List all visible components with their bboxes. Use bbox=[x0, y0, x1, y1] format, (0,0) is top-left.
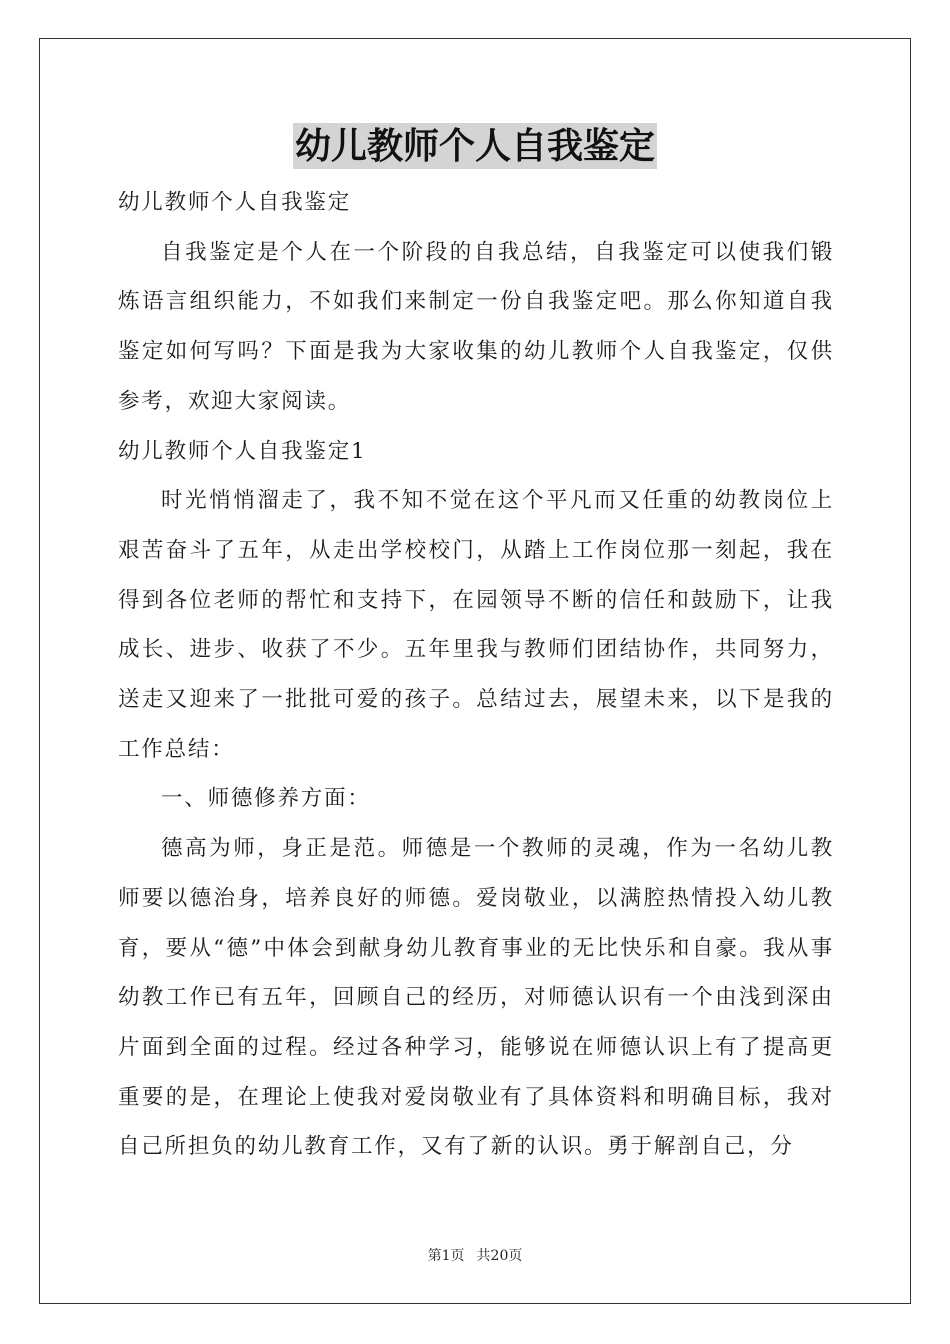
document-subtitle: 幼儿教师个人自我鉴定 bbox=[118, 190, 352, 215]
page-number: 第1页 bbox=[427, 1248, 465, 1264]
title-wrap bbox=[0, 123, 950, 169]
section-heading-1: 幼儿教师个人自我鉴定1 bbox=[118, 438, 367, 464]
body-paragraph: 时光悄悄溜走了，我不知不觉在这个平凡而又任重的幼教岗位上艰苦奋斗了五年，从走出学校校门，从踏上工作岗位那一刻起，我在得到各位老师的帮忙和支持下，在园领导不断的信任和鼓励下，让我成长、进步、收获了不少。五年里我与教师们团结协作，共同努力，送走又迎来了一批批可爱的孩子。总结过去，展望未来，以下是我的工作总结： bbox=[118, 488, 834, 762]
document-title: 幼儿教师个人自我鉴定 bbox=[294, 125, 655, 167]
page-total: 共20页 bbox=[476, 1248, 523, 1264]
document-body bbox=[118, 178, 834, 1172]
page-footer bbox=[0, 1245, 950, 1265]
body-paragraph: 德高为师，身正是范。师德是一个教师的灵魂，作为一名幼儿教师要以德治身，培养良好的师德。爱岗敬业，以满腔热情投入幼儿教育，要从“德”中体会到献身幼儿教育事业的无比快乐和自豪。我从事幼教工作已有五年，回顾自己的经历，对师德认识有一个由浅到深由片面到全面的过程。经过各种学习，能够说在师德认识上有了提高更重要的是，在理论上使我对爱岗敬业有了具体资料和明确目标，我对自己所担负的幼儿教育工作，又有了新的认识。勇于解剖自己，分 bbox=[118, 836, 834, 1160]
subsection-heading: 一、师德修养方面： bbox=[161, 786, 371, 812]
intro-paragraph: 自我鉴定是个人在一个阶段的自我总结，自我鉴定可以使我们锻炼语言组织能力，不如我们来制定一份自我鉴定吧。那么你知道自我鉴定如何写吗？下面是我为大家收集的幼儿教师个人自我鉴定，仅供参考，欢迎大家阅读。 bbox=[118, 239, 834, 414]
